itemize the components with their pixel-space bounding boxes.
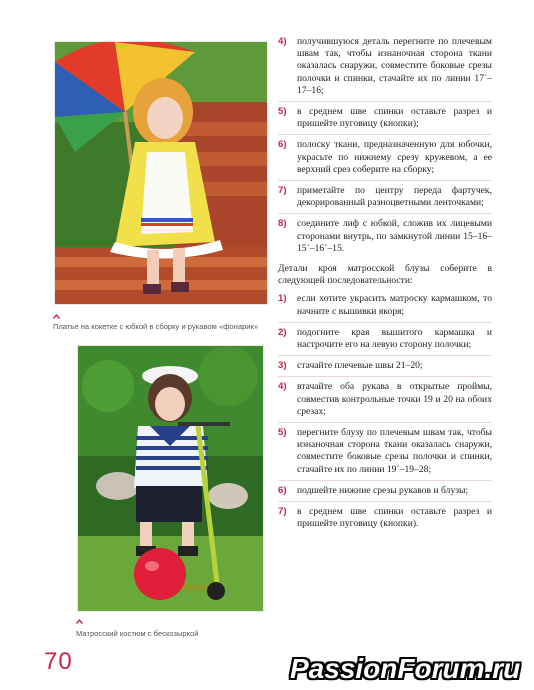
item-number: 5) xyxy=(278,427,287,439)
divider xyxy=(278,355,492,356)
item-text: в среднем шве спинки оставьте разрез и пришейте пуговицу (кнопки); xyxy=(297,106,492,130)
divider xyxy=(278,501,492,502)
item-number: 8) xyxy=(278,218,287,230)
caption-marker-icon xyxy=(76,619,83,624)
item-text: подшейте нижние срезы рукавов и блузы; xyxy=(297,484,469,496)
item-text: втачайте оба рукава в открытые проймы, совместив контрольные точки 19 и 20 на обоих срезах; xyxy=(297,381,492,417)
item-text: если хотите украсить матроску кармашком, то начните с вышивки якоря; xyxy=(297,293,492,317)
item-number: 5) xyxy=(278,106,287,118)
list-item xyxy=(278,106,492,130)
item-number: 2) xyxy=(278,326,287,338)
page-number: 70 xyxy=(44,648,73,675)
divider xyxy=(278,101,492,102)
photo-caption: Матросский костюм с бескозыркой xyxy=(76,629,199,638)
item-text: перегните блузу по плечевым швам так, чтобы изнаночная сторона ткани оказалась снаружи, совместите боковые срезы полочки и спинки, стачайте их по линии 19´–19–28; xyxy=(297,427,492,475)
divider xyxy=(278,322,492,323)
item-number: 1) xyxy=(278,293,287,305)
list-item xyxy=(278,381,492,418)
list-item xyxy=(278,185,492,209)
photo-caption: Платье на кокетке с юбкой в сборку и рукавом «фонарик» xyxy=(53,322,259,331)
intro-paragraph: Детали кроя матросской блузы соберите в следующей последовательности: xyxy=(278,263,492,287)
item-number: 6) xyxy=(278,484,287,496)
item-number: 4) xyxy=(278,36,287,47)
item-text: полоску ткани, предназначенную для юбочки, украсьте по нижнему срезу кружевом, а ее верхний срез соберите на сборку; xyxy=(297,139,492,175)
list-item xyxy=(278,427,492,476)
divider xyxy=(278,180,492,181)
caption-marker-icon xyxy=(53,314,60,319)
divider xyxy=(278,134,492,135)
list-item xyxy=(278,36,492,97)
item-number: 7) xyxy=(278,506,287,518)
item-text: в среднем шве спинки оставьте разрез и пришейте пуговицу (кнопки). xyxy=(297,506,492,530)
item-text: стачайте плечевые швы 21–20; xyxy=(297,360,423,372)
divider xyxy=(278,376,492,377)
list-item xyxy=(278,485,492,497)
item-number: 4) xyxy=(278,381,287,393)
item-text: получившуюся деталь перегните по плечевым швам так, чтобы изнаночная сторона ткани оказалась снаружи, совместите боковые срезы полочки и спинки, стачайте их по линии 17´–17–16; xyxy=(297,36,492,96)
instructions-column xyxy=(278,36,492,531)
list-item xyxy=(278,506,492,530)
watermark: PassionForum.ru xyxy=(290,653,521,684)
doll-dress-photo xyxy=(55,42,267,304)
item-number: 3) xyxy=(278,360,287,372)
item-number: 6) xyxy=(278,139,287,151)
item-text: соедините лиф с юбкой, сложив их лицевыми сторонами внутрь, по замкнутой линии 15–16–15´–16´–15. xyxy=(297,218,492,254)
list-item xyxy=(278,360,492,372)
item-text: приметайте по центру переда фартучек, декорированный разноцветными ленточками; xyxy=(297,185,492,209)
divider xyxy=(278,422,492,423)
list-item xyxy=(278,218,492,255)
sailor-suit-photo xyxy=(78,346,263,611)
item-number: 7) xyxy=(278,185,287,197)
divider xyxy=(278,480,492,481)
list-item xyxy=(278,139,492,176)
item-text: подогните края вышитого кармашка и настрочите его на левую сторону полочки; xyxy=(297,326,492,351)
list-item xyxy=(278,327,492,351)
list-item xyxy=(278,293,492,317)
divider xyxy=(278,213,492,214)
